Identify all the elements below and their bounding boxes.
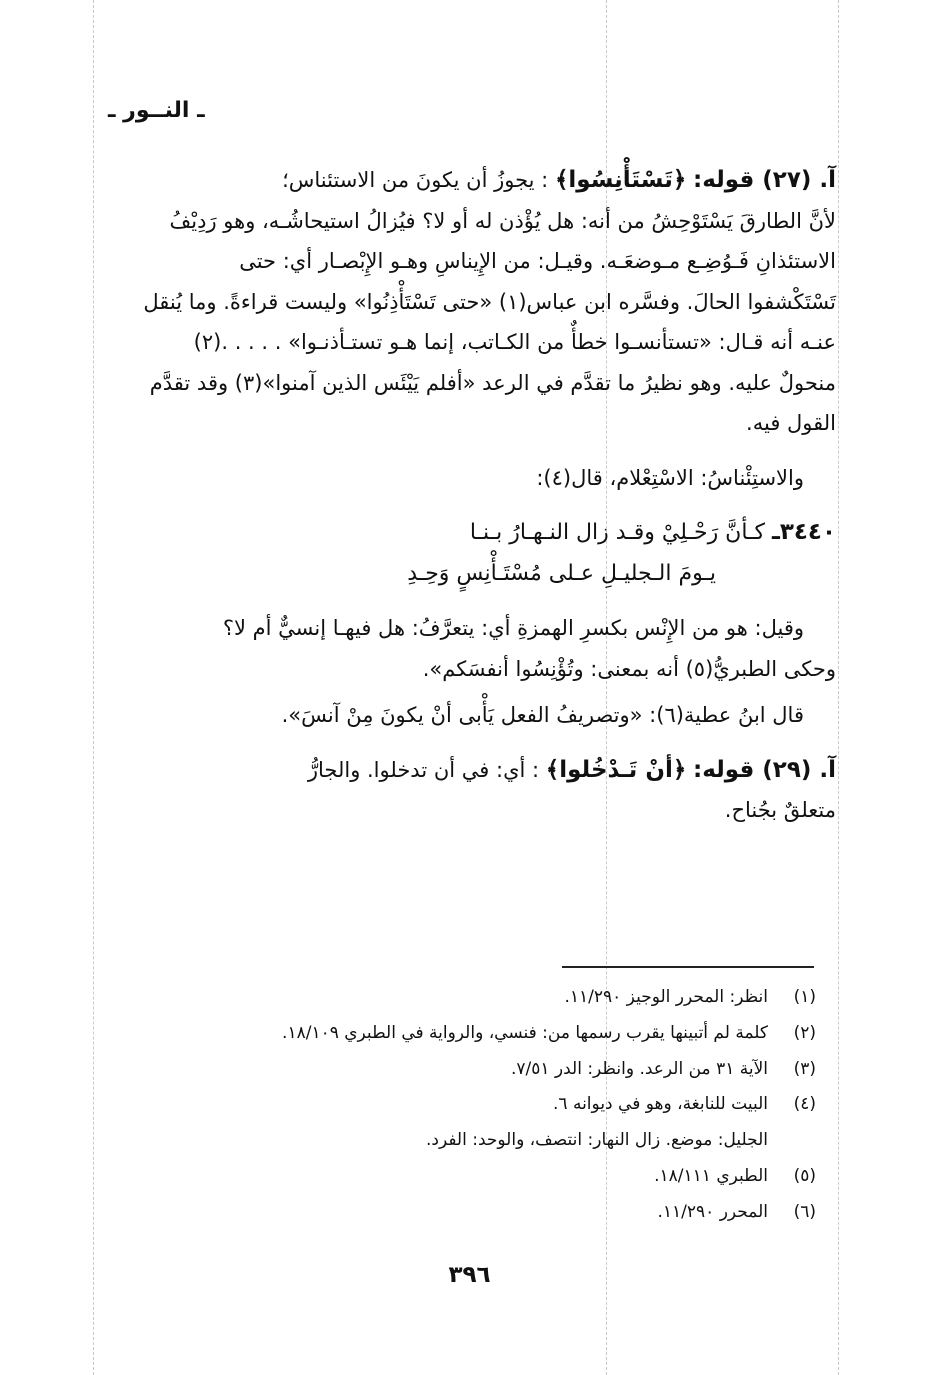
footnote-text: كلمة لم أتبينها يقرب رسمها من: فنسي، والرواية في الطبري ١٨/١٠٩. [282,1022,768,1043]
text-line: لأنَّ الطارقَ يَسْتَوْحِشُ من أنه: هل يُؤْذن له أو لا؟ فيُزالُ استيحاشُـه، وهو رَدِيْفُ [169,208,836,233]
footnotes [180,980,816,1231]
istinas-paragraph: والاستِئْناسُ: الاسْتِعْلام، قال(٤): [536,465,804,490]
chapter-header: ـ النــور ـ [108,98,205,123]
ibn-atiyya-quote: قال ابنُ عطية(٦): «وتصريفُ الفعل يَأْبى أنْ يكونَ مِنْ آنسَ». [281,703,804,727]
quran-word: ﴿تَسْتَأْنِسُوا﴾ [554,167,687,193]
page-margin-line [838,0,839,1375]
footnote-number: (٣) [793,1058,816,1079]
footnote-text: الآية ٣١ من الرعد. وانظر: الدر ٧/٥١. [510,1058,768,1079]
footnote [180,1016,816,1052]
footnote [180,1195,816,1231]
footnote-text: البيت للنابغة، وهو في ديوانه ٦. [553,1094,768,1115]
footnote-divider [562,966,814,968]
text-line: الاستئذانِ فَـوُضِـع مـوضعَـه. وقيـل: من الإِيناسِ وهـو الإِبْصـار أي: حتى [239,249,836,273]
text-line: وقيل: هو من الإِنْس بكسرِ الهمزةِ أي: يتعرَّفُ: هل فيهـا إنسيٌّ أم لا؟ [222,616,804,640]
page-margin-line [93,0,94,1375]
footnote [180,1087,816,1123]
footnote-number: (١) [793,987,816,1007]
poem-line-1 [100,512,836,554]
text-span: : أي: في أن تدخلوا. والجارُّ [307,757,540,782]
text-span: : يجوزُ أن يكونَ من الاستئناس؛ [282,168,549,192]
verse29-label: آ. (٢٩) قوله: [693,756,836,783]
footnote [180,1159,816,1195]
text-line: منحولٌ عليه. وهو نظيرُ ما تقدَّم في الرعد «أفلم يَيْئَس الذين آمنوا»(٣) وقد تقدَّم [149,370,836,395]
footnote-text: انظر: المحرر الوجيز ١١/٢٩٠. [564,987,768,1007]
footnote-number: (٥) [793,1165,816,1186]
footnote-text: الجليل: موضع. زال النهار: انتصف، والوحد: الفرد. [425,1130,768,1151]
poem-hemistich-2: يـومَ الـجليـلِ عـلى مُسْتَـأْنِسٍ وَحِـدِ [407,560,716,586]
footnote-number: (٢) [793,1022,816,1043]
poem-hemistich-1: كـأنَّ رَحْـلِيْ وقـد زال النـهـارُ بـنـا [469,520,765,545]
verse27-first-line [100,160,836,201]
page-number: ٣٩٦ [448,1262,491,1288]
verse27-label: آ. (٢٧) قوله: [693,167,836,193]
text-line: عنـه أنه قـال: «تستأنسـوا خطأٌ من الكـاتب، إنما هـو تستـأذنـوا» . . . . .(٢) [193,330,836,354]
quran-word: ﴿أنْ تَـدْخُلوا﴾ [545,756,687,783]
footnote-text: المحرر ١١/٢٩٠. [657,1201,768,1222]
text-line: متعلقٌ بجُناح. [724,798,836,822]
footnote [180,980,816,1016]
verse29-first-line [100,750,836,791]
footnote-number: (٤) [793,1094,816,1115]
text-line: تَسْتَكْشفوا الحالَ. وفسَّره ابن عباس(١) «حتى تَسْتَأْذِنُوا» وليست قراءةً. وما يُنقل [143,289,836,314]
footnote-number: (٦) [793,1201,816,1222]
text-line: وحكى الطبريُّ(٥) أنه بمعنى: وتُؤْنِسُوا أنفسَكم». [422,656,836,681]
poem-number: ٣٤٤٠ـ [771,519,836,545]
text-line: القول فيه. [746,411,836,435]
main-text [100,160,836,831]
footnote-continuation [180,1123,816,1159]
footnote [180,1052,816,1088]
footnote-text: الطبري ١٨/١١١. [654,1165,768,1186]
